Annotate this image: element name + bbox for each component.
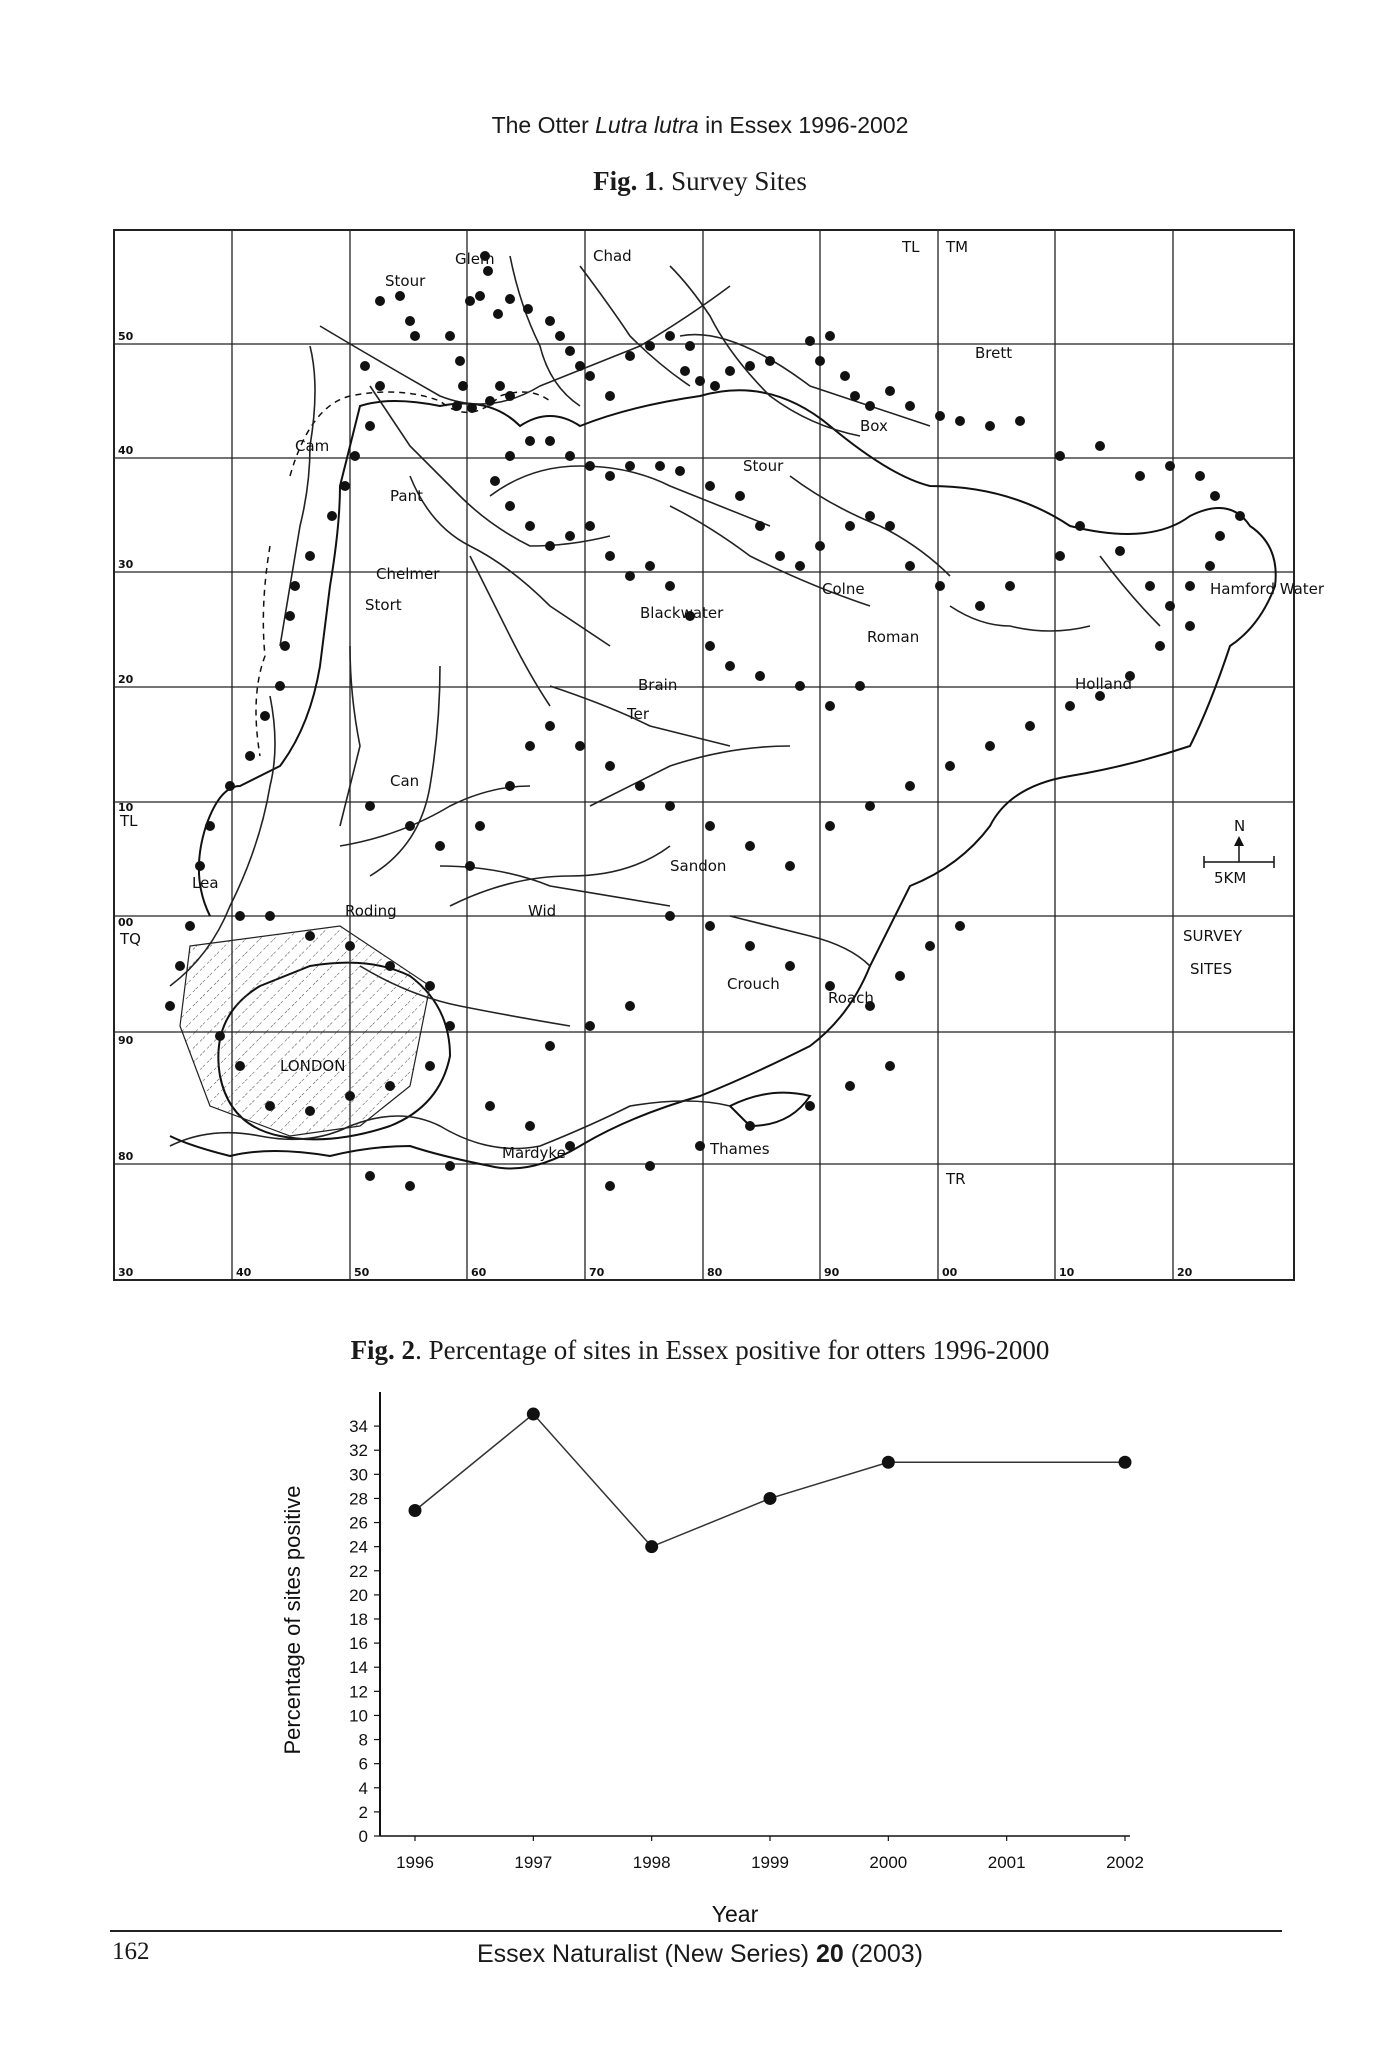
- river-label: Sandon: [670, 857, 727, 875]
- x-tick-label: 2001: [987, 1853, 1026, 1872]
- fig2-caption-text: . Percentage of sites in Essex positive for otters 1996-2000: [415, 1335, 1050, 1365]
- river-label: Stour: [743, 457, 784, 475]
- y-tick-label: 26: [349, 1513, 368, 1533]
- easting-label: 70: [589, 1266, 605, 1279]
- series-line-path: [415, 1414, 1125, 1547]
- river-label: Mardyke: [502, 1144, 566, 1162]
- grid-square-tl-left: TL: [120, 812, 138, 830]
- northing-label: 30: [118, 558, 134, 571]
- y-tick-label: 16: [349, 1634, 368, 1654]
- x-ticks: [396, 1836, 1144, 1872]
- grid-square-tm: TM: [946, 238, 969, 256]
- easting-label: 80: [707, 1266, 723, 1279]
- fig1-caption-text: . Survey Sites: [657, 166, 807, 196]
- legend-line-2: SITES: [1190, 960, 1233, 978]
- grid-square-tq: TQ: [120, 930, 141, 948]
- x-tick-label: 2002: [1106, 1853, 1144, 1872]
- river-label: Cam: [295, 437, 330, 455]
- y-tick-label: 6: [358, 1754, 368, 1774]
- river-label: Brett: [975, 344, 1013, 362]
- map-legend: [1183, 927, 1243, 978]
- data-point: [882, 1456, 895, 1469]
- y-tick-label: 22: [349, 1561, 368, 1581]
- y-tick-label: 14: [349, 1658, 368, 1678]
- london-area: [180, 926, 430, 1136]
- y-tick-label: 30: [349, 1465, 368, 1485]
- northing-label: 90: [118, 1034, 134, 1047]
- northing-labels: [118, 330, 134, 1163]
- page-number: 162: [112, 1938, 150, 1965]
- data-point: [1119, 1456, 1132, 1469]
- fig2-caption: [0, 1335, 1400, 1366]
- y-tick-label: 32: [349, 1441, 368, 1461]
- river-label: Chelmer: [376, 565, 440, 583]
- river-label: Roding: [345, 902, 397, 920]
- northing-label: 80: [118, 1150, 134, 1163]
- legend-line-1: SURVEY: [1183, 927, 1243, 945]
- place-label-hamford: Hamford Water: [1210, 580, 1325, 598]
- place-label-london: LONDON: [280, 1057, 346, 1075]
- north-arrow: [1234, 817, 1245, 862]
- north-symbol: N: [1234, 817, 1246, 835]
- grid-square-tl-top: TL: [902, 238, 920, 256]
- easting-labels: [118, 1266, 1193, 1279]
- northing-label: 00: [118, 916, 134, 929]
- data-point: [409, 1504, 422, 1517]
- x-tick-label: 1999: [751, 1853, 789, 1872]
- data-point: [527, 1408, 540, 1421]
- y-tick-label: 10: [349, 1706, 368, 1726]
- data-point: [645, 1540, 658, 1553]
- y-ticks: [349, 1417, 380, 1846]
- running-title-species: Lutra lutra: [595, 112, 699, 138]
- running-title-pre: The Otter: [491, 112, 596, 138]
- journal-name: Essex Naturalist (New Series): [476, 1940, 816, 1968]
- fig1-caption: [0, 166, 1400, 197]
- data-point: [764, 1492, 777, 1505]
- y-tick-label: 20: [349, 1585, 368, 1605]
- river-label: Glem: [455, 250, 495, 268]
- easting-label: 40: [236, 1266, 252, 1279]
- river-label: Lea: [192, 874, 219, 892]
- river-label: Ter: [627, 705, 650, 723]
- fig2-caption-label: Fig. 2: [350, 1335, 416, 1365]
- running-title-post: in Essex 1996-2002: [698, 112, 909, 138]
- chart-axes: [380, 1392, 1130, 1836]
- river-label: Chad: [593, 247, 632, 265]
- river-label: Blackwater: [640, 604, 724, 622]
- journal-year: (2003): [843, 1940, 923, 1968]
- running-head: [0, 112, 1400, 139]
- northing-label: 40: [118, 444, 134, 457]
- x-tick-label: 1998: [632, 1853, 671, 1872]
- easting-label: 10: [1059, 1266, 1075, 1279]
- x-axis-label: Year: [711, 1901, 759, 1927]
- y-tick-label: 0: [358, 1827, 368, 1846]
- series-line: [415, 1414, 1125, 1547]
- footer-rule: [110, 1930, 1282, 1932]
- survey-sites-map: [110, 226, 1325, 1286]
- easting-label: 90: [824, 1266, 840, 1279]
- y-tick-label: 12: [349, 1682, 368, 1702]
- y-tick-label: 8: [358, 1730, 368, 1750]
- river-label: Can: [390, 772, 420, 790]
- y-tick-label: 18: [349, 1610, 368, 1629]
- series-points: [409, 1408, 1132, 1554]
- journal-volume: 20: [815, 1940, 844, 1968]
- fig1-caption-label: Fig. 1: [593, 166, 658, 196]
- river-label: Stour: [385, 272, 426, 290]
- easting-label: 50: [354, 1266, 370, 1279]
- northing-label: 20: [118, 673, 134, 686]
- y-tick-label: 4: [358, 1778, 368, 1798]
- river-label: Pant: [390, 487, 423, 505]
- river-label: Crouch: [727, 975, 780, 993]
- y-tick-label: 2: [358, 1802, 368, 1822]
- easting-label: 30: [118, 1266, 134, 1279]
- river-label: Stort: [365, 596, 402, 614]
- northing-label: 50: [118, 330, 134, 343]
- river-label: Roman: [867, 628, 920, 646]
- x-tick-label: 1996: [396, 1853, 434, 1872]
- otter-positive-chart: [270, 1390, 1150, 1930]
- river-label: Roach: [828, 989, 874, 1007]
- easting-label: 60: [471, 1266, 487, 1279]
- river-label: Holland: [1075, 675, 1133, 693]
- river-label: Brain: [638, 676, 678, 694]
- journal-citation: [0, 1940, 1400, 1969]
- river-label: Thames: [710, 1140, 770, 1158]
- easting-label: 00: [942, 1266, 958, 1279]
- y-tick-label: 34: [349, 1417, 368, 1437]
- grid-square-tr: TR: [946, 1170, 966, 1188]
- northing-label: 10: [118, 801, 134, 814]
- river-label: Wid: [528, 902, 557, 920]
- y-tick-label: 24: [349, 1537, 368, 1557]
- easting-label: 20: [1177, 1266, 1193, 1279]
- river-label: Colne: [822, 580, 865, 598]
- scale-label: 5KM: [1214, 869, 1247, 887]
- river-label: Box: [860, 417, 888, 435]
- x-tick-label: 1997: [514, 1853, 553, 1872]
- x-tick-label: 2000: [869, 1853, 908, 1872]
- y-axis-label: Percentage of sites positive: [280, 1485, 305, 1755]
- y-tick-label: 28: [349, 1489, 368, 1509]
